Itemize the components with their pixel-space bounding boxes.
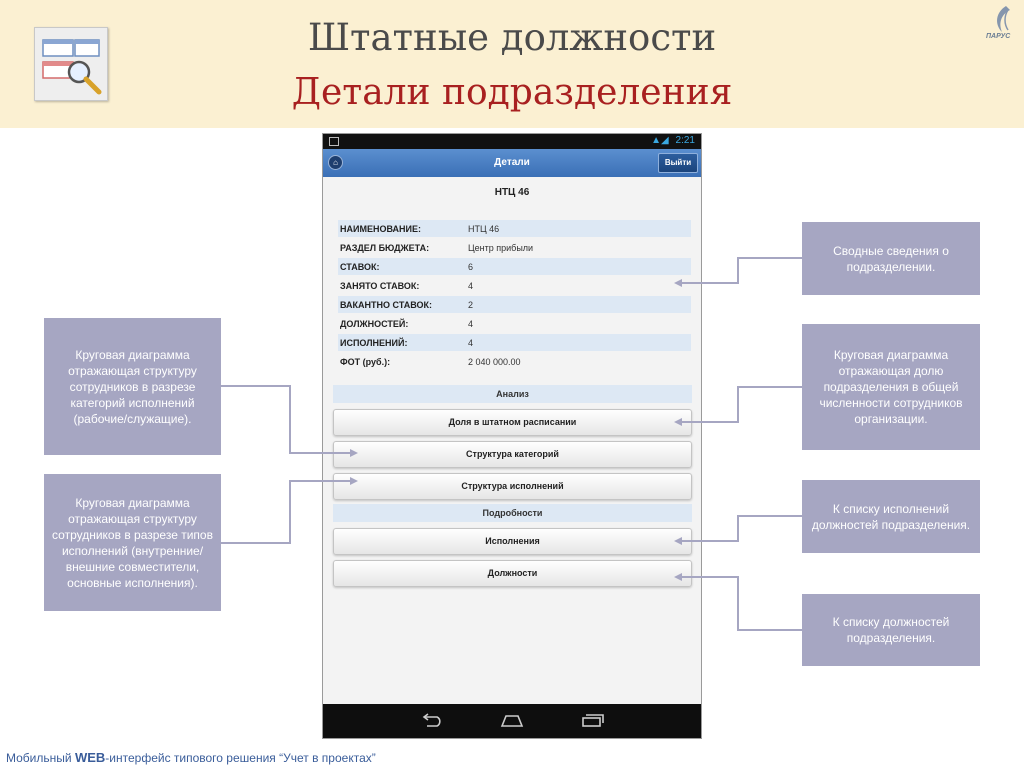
page-title: Штатные должности (307, 16, 717, 59)
footer-web: WEB (74, 750, 106, 765)
category-structure-button[interactable]: Структура категорий (333, 441, 692, 468)
info-value: 6 (468, 262, 474, 272)
callout-executions-list: К списку исполнений должностей подразделения. (802, 480, 980, 553)
info-key: ЗАНЯТО СТАВОК: (340, 281, 420, 291)
share-in-staff-schedule-button[interactable]: Доля в штатном расписании (333, 409, 692, 436)
brand-text: ПАРУС (986, 33, 1011, 40)
footer-caption (6, 750, 376, 765)
info-value: 2 (468, 300, 474, 310)
callout-summary: Сводные сведения о подразделении. (802, 222, 980, 295)
analysis-section-header: Анализ (333, 385, 692, 403)
info-value: 2 040 000.00 (468, 357, 521, 367)
info-value: 4 (468, 338, 474, 348)
info-key: ВАКАНТНО СТАВОК: (340, 300, 433, 310)
info-key: ИСПОЛНЕНИЙ: (340, 338, 408, 348)
status-time: 2:21 (675, 135, 695, 146)
callout-categories-chart: Круговая диаграмма отражающая структуру сотрудников в разрезе категорий исполнений (рабочие/служащие). (44, 318, 221, 455)
info-value: НТЦ 46 (468, 224, 500, 234)
footer-prefix: Мобильный (6, 751, 75, 765)
footer-suffix: -интерфейс типового решения “Учет в проектах” (105, 751, 376, 765)
wifi-signal-icon: ▲◢ (651, 135, 669, 146)
info-key: НАИМЕНОВАНИЕ: (340, 224, 421, 234)
info-key: ФОТ (руб.): (340, 357, 391, 367)
positions-button[interactable]: Должности (333, 560, 692, 587)
info-key: СТАВОК: (340, 262, 380, 272)
exit-button[interactable]: Выйти (658, 153, 698, 173)
callout-positions-list: К списку должностей подразделения. (802, 594, 980, 666)
info-value: Центр прибыли (468, 243, 534, 253)
details-section-header: Подробности (333, 504, 692, 522)
page-subtitle: Детали подразделения (291, 72, 733, 113)
info-key: РАЗДЕЛ БЮДЖЕТА: (340, 243, 430, 253)
execution-structure-button[interactable]: Структура исполнений (333, 473, 692, 500)
app-bar-title: Детали (494, 157, 530, 168)
callout-share-chart: Круговая диаграмма отражающая долю подразделения в общей численности сотрудников организации. (802, 324, 980, 450)
department-name: НТЦ 46 (494, 187, 530, 198)
callout-types-chart: Круговая диаграмма отражающая структуру сотрудников в разрезе типов исполнений (внутренние/внешние совместители, основные исполнения). (44, 474, 221, 611)
info-value: 4 (468, 319, 474, 329)
info-key: ДОЛЖНОСТЕЙ: (340, 319, 409, 329)
home-icon[interactable]: ⌂ (328, 155, 343, 170)
info-value: 4 (468, 281, 474, 291)
executions-button[interactable]: Исполнения (333, 528, 692, 555)
